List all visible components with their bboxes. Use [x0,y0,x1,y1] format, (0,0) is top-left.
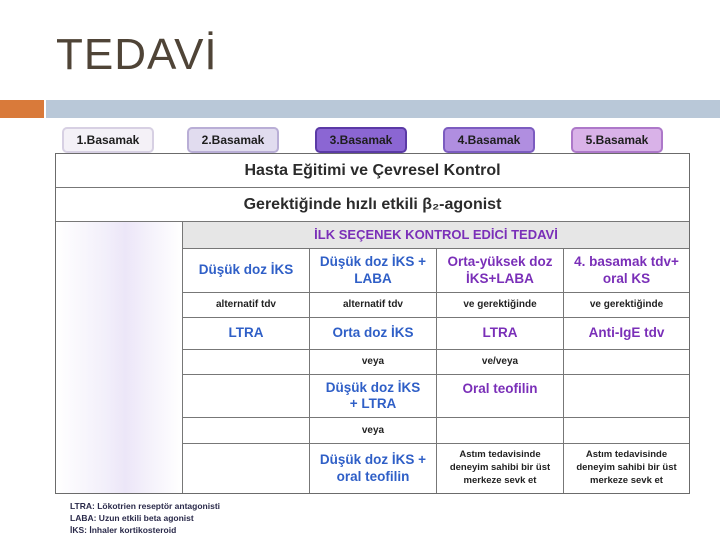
empty-cell [563,418,689,444]
cell-step3-second: Orta doz İKS [309,318,436,350]
cell-step4-primary: Orta-yüksek doz İKS+LABA [436,249,563,293]
step-4: 4.Basamak [443,127,535,153]
empty-cell [182,375,309,418]
connector-step4: ve/veya [436,350,563,375]
empty-cell [563,375,689,418]
cell-step2-second: LTRA [182,318,309,350]
empty-cell [436,418,563,444]
referral-step5: Astım tedavisinde deneyim sahibi bir üst merkeze sevk et [563,444,689,493]
footnote-laba: LABA: Uzun etkili beta agonist [70,513,194,523]
empty-cell [182,350,309,375]
first-choice-header: İLK SEÇENEK KONTROL EDİCİ TEDAVİ [182,222,689,249]
alt-label-step5: ve gerektiğinde [563,293,689,318]
referral-step4: Astım tedavisinde deneyim sahibi bir üst merkeze sevk et [436,444,563,493]
footnote-ltra: LTRA: Lökotrien reseptör antagonisti [70,501,221,511]
cell-step3-primary: Düşük doz İKS + LABA [309,249,436,293]
treatment-table [55,153,690,494]
education-row: Hasta Eğitimi ve Çevresel Kontrol [56,154,689,188]
cell-step4-third: Oral teofilin [436,375,563,418]
cell-step2-primary: Düşük doz İKS [182,249,309,293]
connector-step3: veya [309,350,436,375]
alt-label-step2: alternatif tdv [182,293,309,318]
empty-cell [182,444,309,493]
cell-step5-primary: 4. basamak tdv+ oral KS [563,249,689,293]
empty-cell [563,350,689,375]
slide-title: TEDAVİ [56,30,218,79]
footnote-iks: İKS: İnhaler kortikosteroid [70,525,177,535]
step-5: 5.Basamak [571,127,663,153]
cell-step3-third: Düşük doz İKS + LTRA [309,375,436,418]
agonist-row: Gerektiğinde hızlı etkili β₂-agonist [56,188,689,222]
step-3: 3.Basamak [315,127,407,153]
cell-step3-fourth: Düşük doz İKS + oral teofilin [309,444,436,493]
cell-step4-second: LTRA [436,318,563,350]
connector-step3-second: veya [309,418,436,444]
alt-label-step4: ve gerektiğinde [436,293,563,318]
alt-label-step3: alternatif tdv [309,293,436,318]
accent-bar [0,100,44,118]
step-1-column [56,222,182,493]
cell-step5-second: Anti-IgE tdv [563,318,689,350]
empty-cell [182,418,309,444]
step-2: 2.Basamak [187,127,279,153]
title-rule [46,100,720,118]
step-1: 1.Basamak [62,127,154,153]
